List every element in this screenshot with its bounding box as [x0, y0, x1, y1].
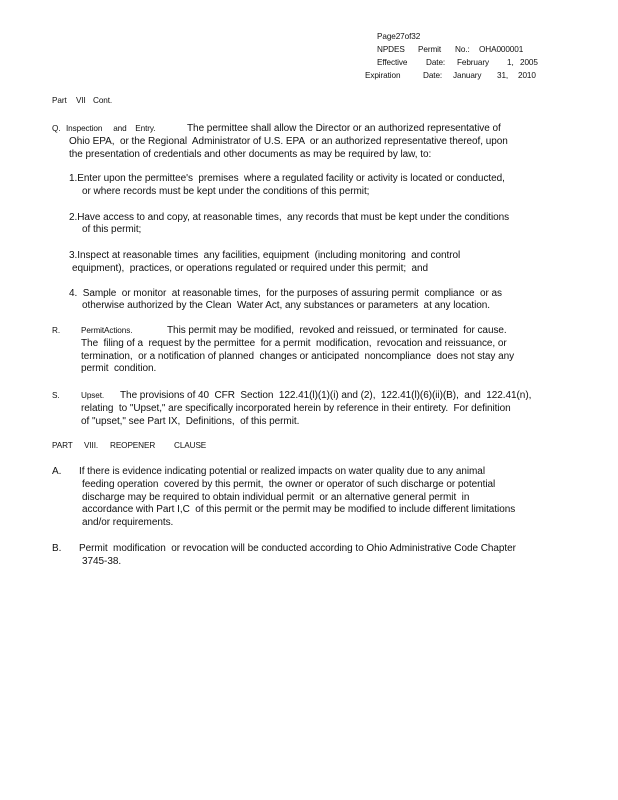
section-r-line-2: The filing of a request by the permittee for a permit modification, revocation and reissuance, or: [81, 338, 507, 349]
section-b-line-2: 3745-38.: [82, 556, 122, 567]
effective-day: 1,: [507, 58, 514, 67]
part-number: VII: [76, 96, 86, 105]
expiration-year: 2010: [518, 71, 536, 80]
section-q-line-1: The permittee shall allow the Director or an authorized representative of: [187, 123, 501, 134]
part-label: Part: [52, 96, 67, 105]
part-cont: Cont.: [93, 96, 113, 105]
section-q-item-1b: or where records must be kept under the conditions of this permit;: [82, 186, 370, 197]
expiration-label: Expiration: [365, 71, 401, 80]
section-s-line-2: relating to "Upset," are specifically incorporated herein by reference in their entirety. For definition: [81, 403, 511, 414]
permit-label: Permit: [418, 45, 442, 54]
section-s-line-3: of "upset," see Part IX, Definitions, of this permit.: [81, 416, 300, 427]
section-a-line-1: If there is evidence indicating potential or realized impacts on water quality due to any animal: [79, 466, 485, 477]
page-number: Page27of32: [377, 32, 421, 41]
permit-number: OHA000001: [479, 45, 524, 54]
heading-word-reopener: REOPENER: [110, 441, 156, 450]
section-a-line-2: feeding operation covered by this permit, the owner or operator of such discharge or potential: [82, 479, 496, 490]
expiration-day: 31,: [497, 71, 509, 80]
section-a-line-4: accordance with Part I,C of this permit or the permit may be modified to include different limitations: [82, 504, 516, 515]
section-s-line-1: The provisions of 40 CFR Section 122.41(l)(1)(i) and (2), 122.41(l)(6)(ii)(B), and 122.41(n),: [120, 390, 532, 401]
expiration-date-label: Date:: [423, 71, 443, 80]
expiration-month: January: [453, 71, 482, 80]
section-b-line-1: Permit modification or revocation will be conducted according to Ohio Administrative Code Chapter: [79, 543, 516, 554]
heading-word-clause: CLAUSE: [174, 441, 207, 450]
effective-month: February: [457, 58, 489, 67]
section-q-item-4b: otherwise authorized by the Clean Water Act, any substances or parameters at any location.: [82, 300, 491, 311]
effective-year: 2005: [520, 58, 538, 67]
section-q-label: Q.: [52, 124, 61, 133]
effective-date-label: Date:: [426, 58, 446, 67]
section-q-item-4a: 4. Sample or monitor at reasonable times, for the purposes of assuring permit compliance or as: [69, 288, 502, 299]
section-r-line-3: termination, or a notification of planned changes or anticipated noncompliance does not stay any: [81, 351, 515, 362]
effective-label: Effective: [377, 58, 408, 67]
part-viii-heading: [52, 441, 212, 453]
section-q-item-2a: 2.Have access to and copy, at reasonable times, any records that must be kept under the conditions: [69, 212, 510, 223]
npdes-label: NPDES: [377, 45, 405, 54]
section-q-item-3b: equipment), practices, or operations regulated or required under this permit; and: [72, 263, 429, 274]
section-r-line-4: permit condition.: [81, 363, 157, 374]
section-s-title: Upset.: [81, 391, 105, 400]
part-number: VIII.: [84, 441, 99, 450]
no-label: No.:: [455, 45, 470, 54]
section-q-item-3a: 3.Inspect at reasonable times any facilities, equipment (including monitoring and control: [69, 250, 461, 261]
section-r-label: R.: [52, 326, 60, 335]
section-q-item-2b: of this permit;: [82, 224, 142, 235]
section-a-line-5: and/or requirements.: [82, 517, 174, 528]
section-q-item-1a: 1.Enter upon the permittee's premises where a regulated facility or activity is located or conducted,: [69, 173, 505, 184]
part-vii-heading: [52, 96, 132, 108]
section-s-label: S.: [52, 391, 60, 400]
section-q-title: Inspection and Entry.: [66, 124, 156, 133]
section-a-line-3: discharge may be required to obtain individual permit or an alternative general permit in: [82, 492, 470, 503]
section-q-line-2: Ohio EPA, or the Regional Administrator of U.S. EPA or an authorized representative thereof, upon: [69, 136, 508, 147]
section-r-line-1: This permit may be modified, revoked and reissued, or terminated for cause.: [167, 325, 507, 336]
section-q-line-3: the presentation of credentials and other documents as may be required by law, to:: [69, 149, 432, 160]
section-a-label: A.: [52, 466, 62, 477]
section-b-label: B.: [52, 543, 62, 554]
section-r-title: PermitActions.: [81, 326, 133, 335]
part-label: PART: [52, 441, 73, 450]
